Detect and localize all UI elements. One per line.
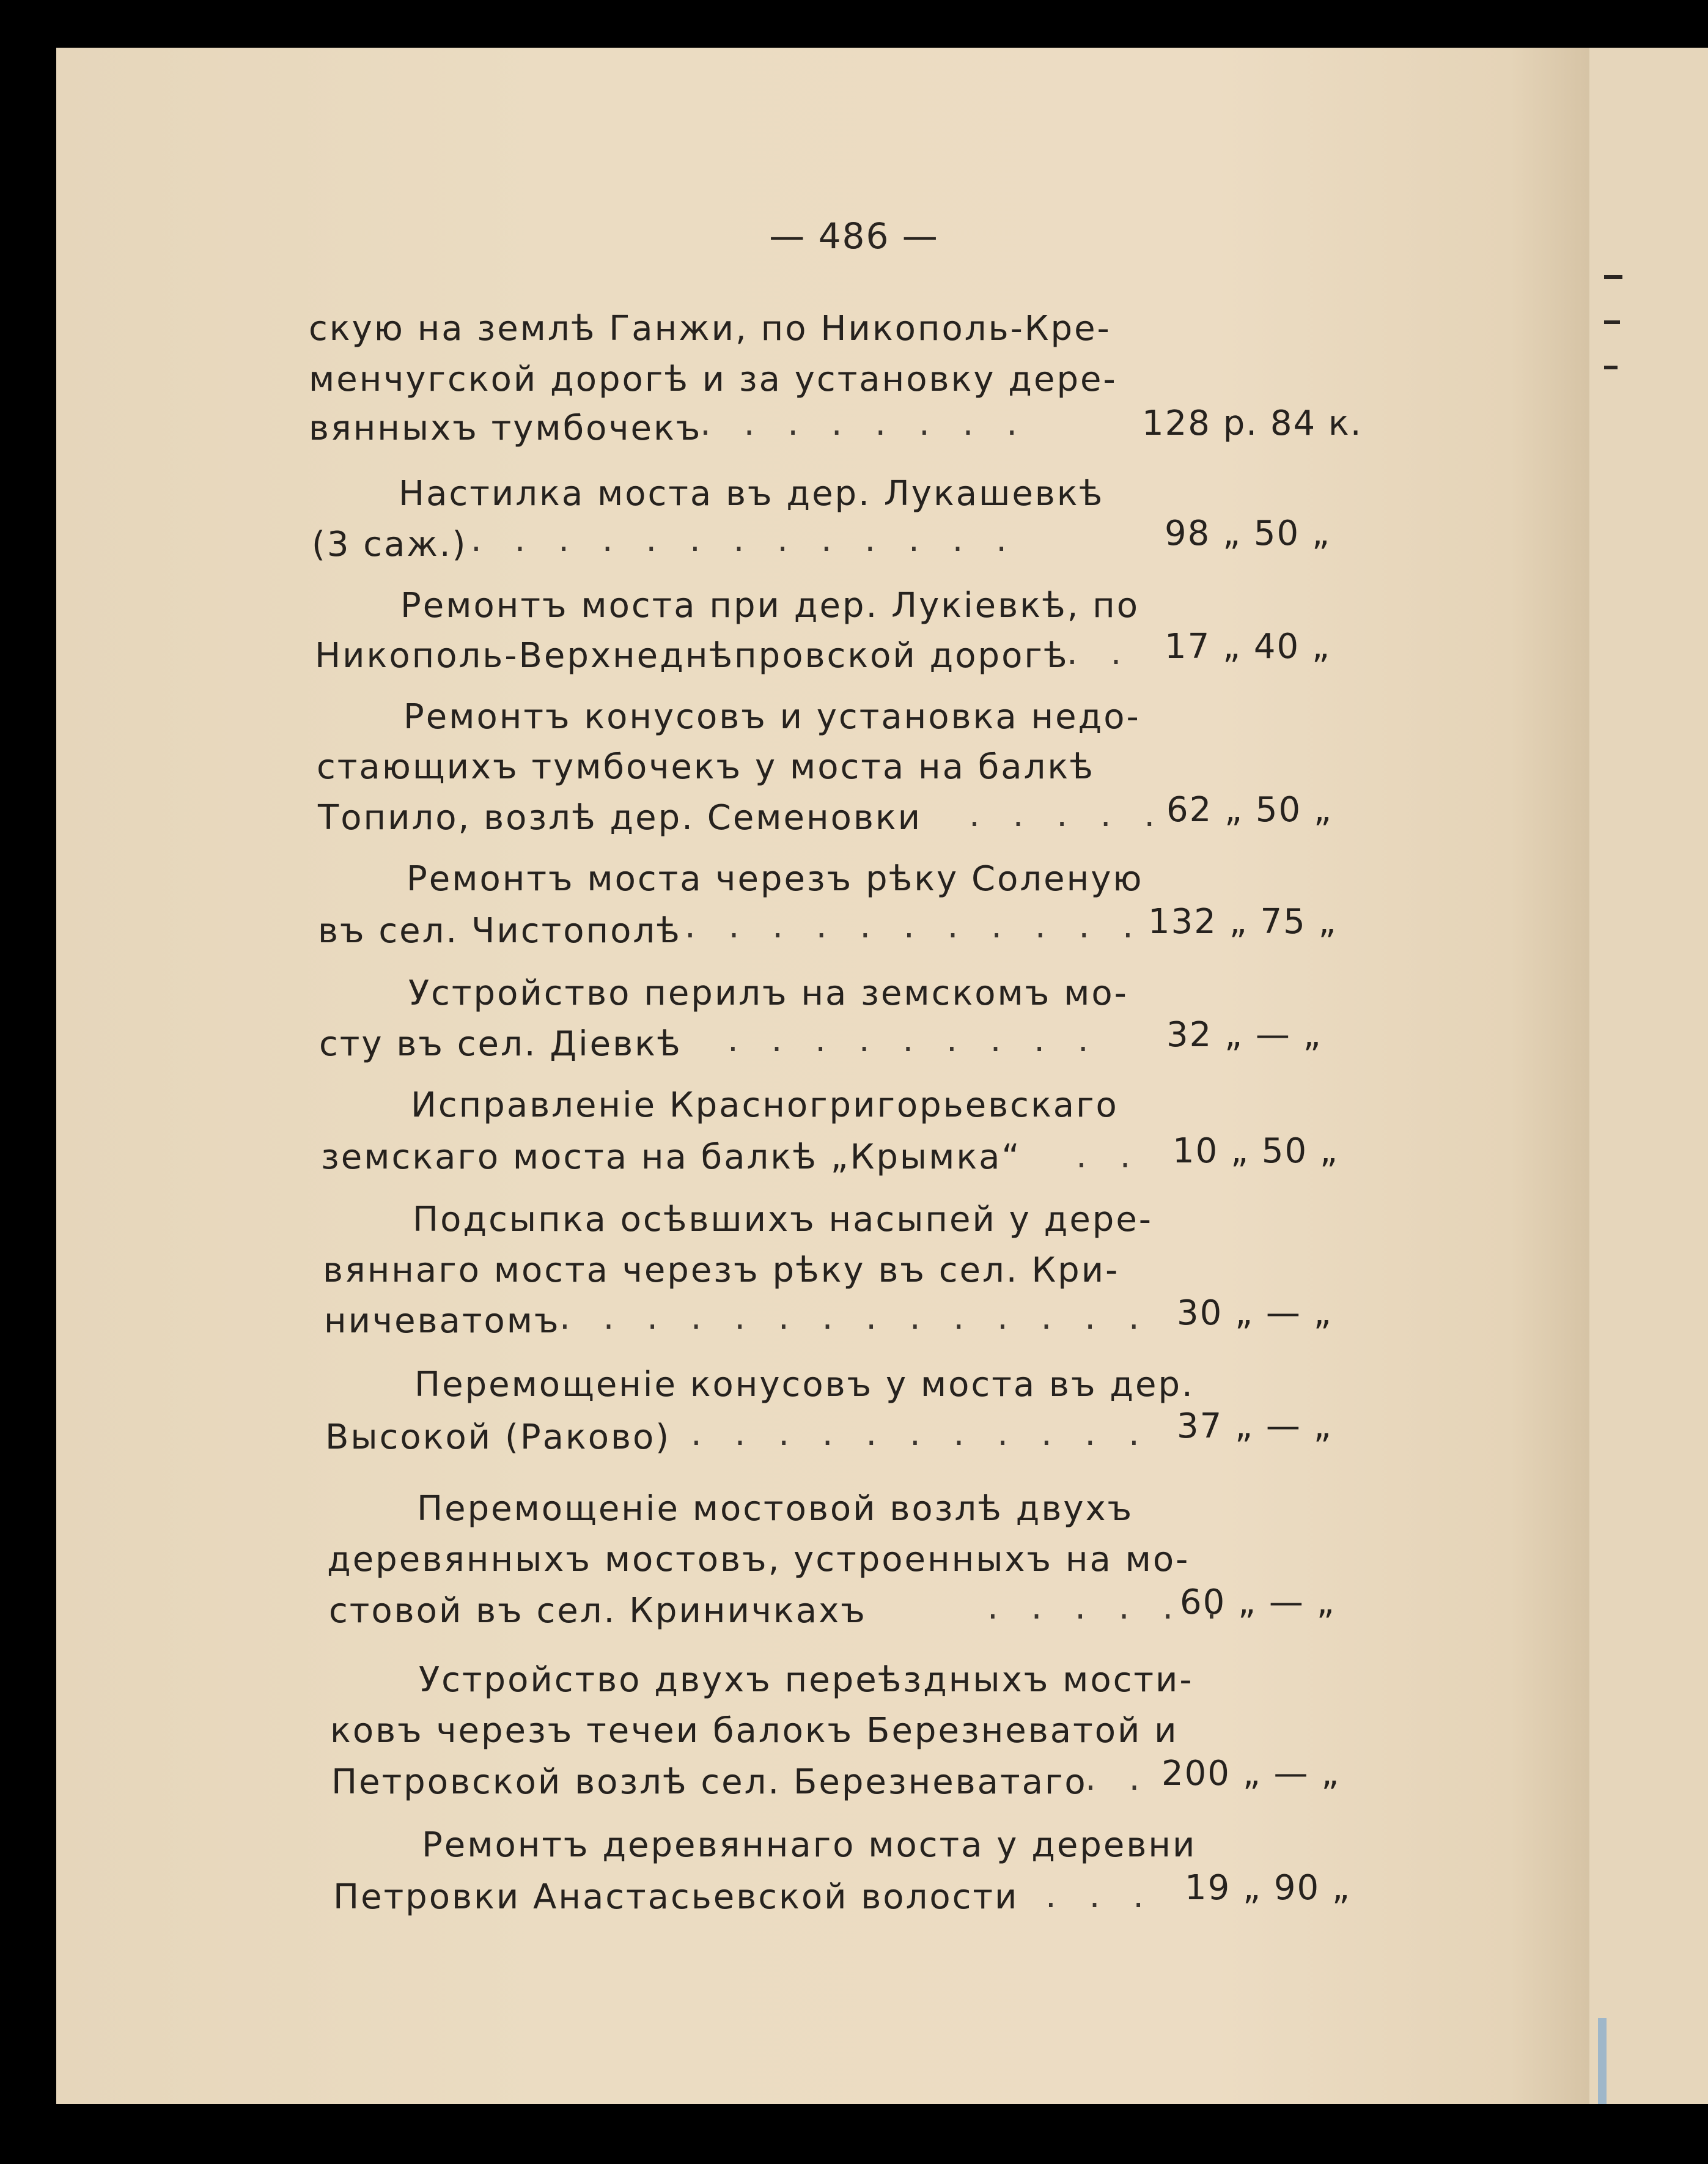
blue-edge	[1598, 2018, 1607, 2104]
entry-11-dots: . .	[1085, 1759, 1151, 1798]
entry-9-amount: 37 „ — „	[1177, 1406, 1333, 1446]
entry-6-dots: . . . . . . . . .	[727, 1020, 1100, 1060]
entry-11-line-1: Устройство двухъ переѣздныхъ мости-	[419, 1660, 1194, 1700]
entry-7-amount: 10 „ 50 „	[1172, 1131, 1339, 1171]
entry-12-line-1: Ремонтъ деревяннаго моста у деревни	[422, 1825, 1197, 1865]
entry-7-line-1: Исправленіе Красногригорьевскаго	[411, 1085, 1119, 1125]
entry-8-line-2: вяннаго моста черезъ рѣку въ сел. Кри-	[323, 1250, 1120, 1290]
entry-7-dots: . .	[1076, 1136, 1142, 1176]
entry-5-line-1: Ремонтъ моста черезъ рѣку Соленую	[407, 859, 1144, 899]
entry-6-amount: 32 „ — „	[1166, 1015, 1322, 1055]
entry-12-line-2: Петровки Анастасьевской волости	[333, 1877, 1019, 1917]
entry-9-line-1: Перемощеніе конусовъ у моста въ дер.	[414, 1365, 1194, 1405]
entry-2-line-1: Настилка моста въ дер. Лукашевкѣ	[399, 474, 1105, 514]
entry-1-dots: . . . . . . . .	[700, 404, 1029, 443]
entry-5-line-2: въ сел. Чистополѣ	[318, 911, 682, 951]
entry-10-amount: 60 „ — „	[1180, 1582, 1336, 1622]
entry-1-amount: 128 р. 84 к.	[1142, 404, 1363, 443]
entry-2-dots: . . . . . . . . . . . . .	[471, 520, 1018, 559]
entry-3-dots: . .	[1067, 633, 1133, 673]
mark	[1604, 366, 1618, 369]
margin-marks	[1604, 275, 1622, 411]
entry-11-line-3: Петровской возлѣ сел. Березневатаго	[331, 1762, 1088, 1802]
entry-6-line-2: сту въ сел. Діевкѣ	[319, 1024, 682, 1064]
page-number: — 486 —	[769, 215, 939, 257]
entry-2-amount: 98 „ 50 „	[1165, 514, 1331, 553]
entry-1-line-1: скую на землѣ Ганжи, по Никополь-Кре-	[309, 309, 1111, 349]
entry-4-dots: . . . . .	[969, 795, 1166, 835]
entry-6-line-1: Устройство перилъ на земскомъ мо-	[408, 973, 1128, 1013]
entry-1-line-3: вянныхъ тумбочекъ	[309, 408, 702, 448]
entry-8-dots: . . . . . . . . . . . . . .	[559, 1298, 1150, 1337]
entry-5-dots: . . . . . . . . . . .	[685, 906, 1144, 946]
entry-3-amount: 17 „ 40 „	[1165, 627, 1331, 667]
entry-8-line-3: ничеватомъ	[324, 1301, 561, 1341]
entry-1-line-2: менчугской дорогѣ и за установку дере-	[309, 360, 1117, 399]
entry-3-line-1: Ремонтъ моста при дер. Лукіевкѣ, по	[400, 586, 1140, 626]
entry-8-line-1: Подсыпка осѣвшихъ насыпей у дере-	[413, 1200, 1153, 1239]
entry-8-amount: 30 „ — „	[1177, 1293, 1333, 1333]
entry-4-line-3: Топило, возлѣ дер. Семеновки	[318, 798, 922, 838]
entry-4-amount: 62 „ 50 „	[1166, 790, 1333, 830]
entry-4-line-1: Ремонтъ конусовъ и установка недо-	[403, 697, 1141, 737]
entry-7-line-2: земскаго моста на балкѣ „Крымка“	[321, 1137, 1021, 1177]
entry-11-line-2: ковъ черезъ течеи балокъ Березневатой и	[330, 1711, 1179, 1751]
mark	[1604, 320, 1620, 324]
entry-10-dots: . . . . . .	[987, 1587, 1228, 1627]
entry-12-amount: 19 „ 90 „	[1185, 1868, 1351, 1908]
entry-11-amount: 200 „ — „	[1161, 1754, 1341, 1793]
entry-3-line-2: Никополь-Верхнеднѣпровской дорогѣ	[315, 636, 1069, 676]
entry-10-line-1: Перемощеніе мостовой возлѣ двухъ	[417, 1489, 1134, 1529]
entry-2-line-2: (3 саж.)	[312, 525, 468, 564]
mark	[1604, 275, 1622, 279]
entry-10-line-2: деревянныхъ мостовъ, устроенныхъ на мо-	[327, 1540, 1190, 1579]
entry-12-dots: . . .	[1045, 1876, 1155, 1916]
entry-9-line-2: Высокой (Раково)	[325, 1417, 671, 1457]
entry-9-dots: . . . . . . . . . . .	[691, 1414, 1150, 1453]
entry-5-amount: 132 „ 75 „	[1148, 902, 1338, 942]
entry-4-line-2: стающихъ тумбочекъ у моста на балкѣ	[317, 747, 1095, 787]
entry-10-line-3: стовой въ сел. Криничкахъ	[329, 1591, 867, 1631]
